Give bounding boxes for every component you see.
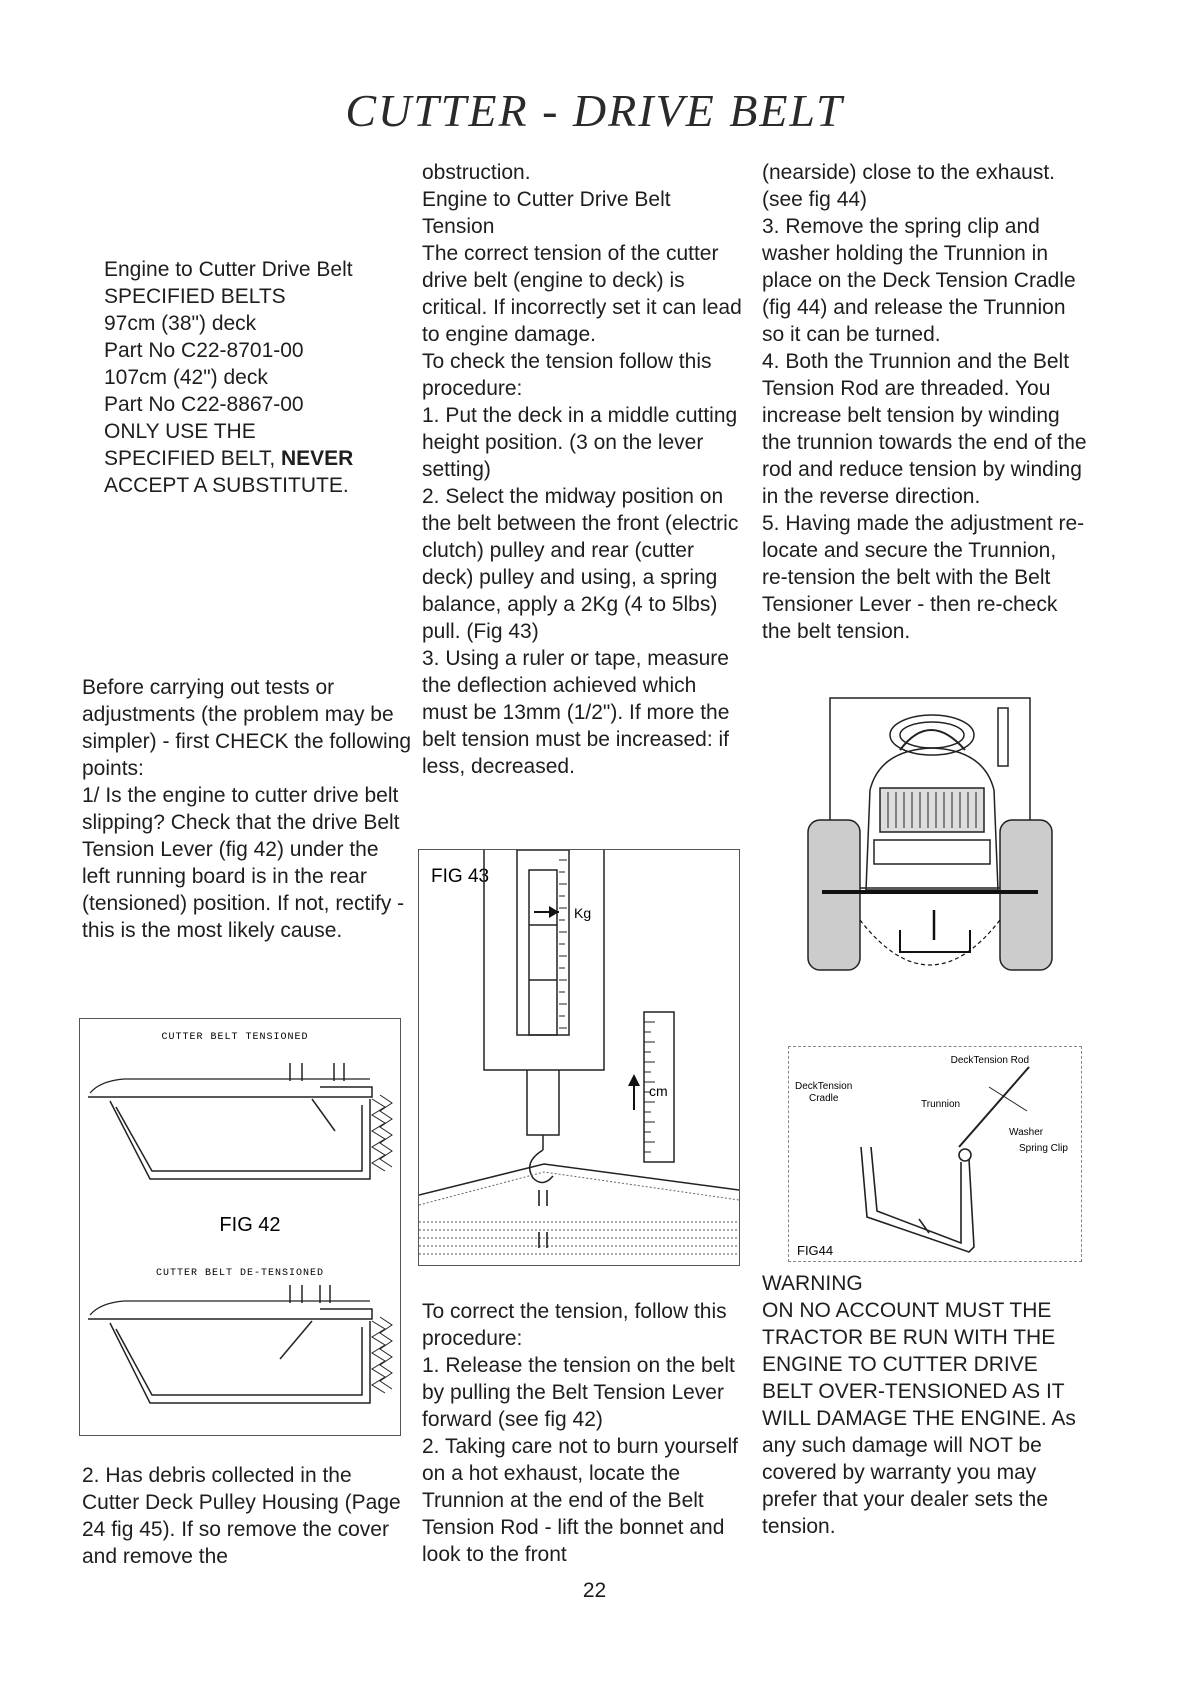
adjust-step-3: 3. Remove the spring clip and washer holding the Trunnion in place on the Deck Tension Cradle (fig 44) and release the Trunnion so it can be turned. <box>762 215 1076 346</box>
fig-43-label: FIG 43 <box>431 866 490 887</box>
correct-step-1: 1. Release the tension on the belt by pulling the Belt Tension Lever forward (see fig 42) <box>422 1354 735 1431</box>
warning-caps: ON NO ACCOUNT MUST THE TRACTOR BE RUN WITH THE ENGINE TO CUTTER DRIVE BELT OVER-TENSIONED AS IT WILL DAMAGE THE ENGINE. <box>762 1299 1065 1430</box>
fig-43-drawing <box>419 850 739 1265</box>
cradle-label-1: DeckTension <box>795 1081 853 1092</box>
spec-line: ONLY USE THE <box>104 420 256 443</box>
spec-line: Part No C22-8867-00 <box>104 393 304 416</box>
adjust-step-4: 4. Both the Trunnion and the Belt Tension Rod are threaded. You increase belt tension by winding the trunnion towards the end of the rod and reduce tension by winding in the reverse direction. <box>762 350 1087 508</box>
cradle-label-2: Cradle <box>809 1093 839 1104</box>
tension-check-block <box>422 159 742 780</box>
spring-clip-label: Spring Clip <box>1019 1143 1068 1154</box>
before-paragraph: Before carrying out tests or adjustments (the problem may be simpler) - first CHECK the following points: <box>82 676 412 780</box>
spec-line: 107cm (42") deck <box>104 366 268 389</box>
cradle-drawing <box>861 1067 1029 1252</box>
tension-heading: Engine to Cutter Drive Belt Tension <box>422 188 671 238</box>
trunnion-block <box>762 159 1087 645</box>
check-procedure-intro: To check the tension follow this procedure: <box>422 350 712 400</box>
checks-block <box>82 674 412 944</box>
fig-42-label: FIG 42 <box>219 1214 281 1236</box>
warning-heading: WARNING <box>762 1272 863 1295</box>
spec-line: 97cm (38") deck <box>104 312 257 335</box>
arrow-icon <box>534 906 559 918</box>
fig-43 <box>418 849 740 1266</box>
warning-block <box>762 1270 1087 1540</box>
kg-unit-label: Kg <box>574 905 592 921</box>
spec-line: Engine to Cutter Drive Belt <box>104 258 353 281</box>
fig-42-bottom-caption: CUTTER BELT DE-TENSIONED <box>155 1268 325 1279</box>
washer-label: Washer <box>1009 1127 1044 1138</box>
spec-line-never <box>104 445 404 472</box>
deflection-arrows-icon <box>539 1190 547 1248</box>
rod-label: DeckTension Rod <box>950 1055 1029 1066</box>
fig-42-drawing <box>80 1019 400 1435</box>
up-arrow-icon <box>628 1074 640 1110</box>
spec-text: SPECIFIED BELT, <box>104 447 281 470</box>
deck-detensioned-drawing <box>88 1285 392 1403</box>
page-number: 22 <box>582 1579 607 1602</box>
cm-unit-label: cm <box>649 1083 668 1099</box>
trunnion-label: Trunnion <box>921 1099 961 1110</box>
fig-44 <box>788 1046 1082 1262</box>
correct-procedure-intro: To correct the tension, follow this procedure: <box>422 1300 727 1350</box>
warning-text <box>762 1297 1087 1540</box>
spring-balance-drawing <box>484 850 604 1183</box>
warning-rest: As any such damage will NOT be covered by warranty you may prefer that your dealer sets the tension. <box>762 1407 1076 1538</box>
check-point-1: 1/ Is the engine to cutter drive belt slipping? Check that the drive Belt Tension Lever (fig 42) under the left running board is in the rear (tensioned) position. If not, rectify - this is the most likely cause. <box>82 784 405 942</box>
correct-tension-block <box>422 1298 742 1568</box>
fig-44-drawing <box>789 1047 1081 1261</box>
adjust-step-5: 5. Having made the adjustment re-locate and secure the Trunnion, re-tension the belt with the Belt Tensioner Lever - then re-check the belt tension. <box>762 512 1085 643</box>
continued-text: (nearside) close to the exhaust. (see fig 44) <box>762 161 1055 211</box>
fig-42 <box>79 1018 401 1436</box>
deck-tensioned-drawing <box>88 1063 392 1179</box>
page-title: CUTTER - DRIVE BELT <box>345 85 844 136</box>
specified-belts-block <box>104 256 404 499</box>
fig-42-top-caption: CUTTER BELT TENSIONED <box>161 1032 309 1043</box>
spec-line: SPECIFIED BELTS <box>104 285 286 308</box>
correct-step-2: 2. Taking care not to burn yourself on a hot exhaust, locate the Trunnion at the end of the Belt Tension Rod - lift the bonnet and look to the front <box>422 1435 738 1566</box>
check-step-1: 1. Put the deck in a middle cutting height position. (3 on the lever setting) <box>422 404 738 481</box>
spec-line: ACCEPT A SUBSTITUTE. <box>104 474 349 497</box>
never-emphasis: NEVER <box>281 447 354 470</box>
tractor-illustration <box>800 690 1060 1040</box>
fig-44-label: FIG44 <box>797 1243 834 1258</box>
check-step-2: 2. Select the midway position on the belt between the front (electric clutch) pulley and rear (cutter deck) pulley and using, a spring balance, apply a 2Kg (4 to 5lbs) pull. (Fig 43) <box>422 485 739 643</box>
check-point-2: 2. Has debris collected in the Cutter Deck Pulley Housing (Page 24 fig 45). If so remove the cover and remove the <box>82 1464 401 1568</box>
wheels-icon <box>808 820 1052 970</box>
belt-drawing <box>419 1164 739 1254</box>
continued-text: obstruction. <box>422 161 531 184</box>
tension-intro: The correct tension of the cutter drive belt (engine to deck) is critical. If incorrectly set it can lead to engine damage. <box>422 242 742 346</box>
check-step-3: 3. Using a ruler or tape, measure the deflection achieved which must be 13mm (1/2"). If more the belt tension must be increased: if less, decreased. <box>422 647 730 778</box>
spec-line: Part No C22-8701-00 <box>104 339 304 362</box>
